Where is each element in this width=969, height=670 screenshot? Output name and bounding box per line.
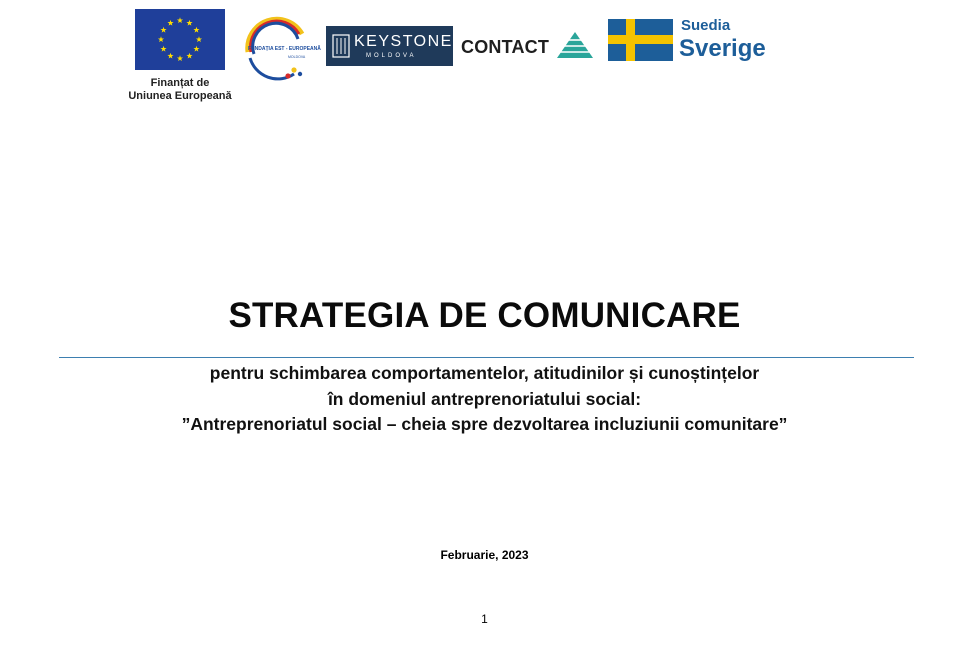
eu-star bbox=[158, 36, 164, 42]
contact-triangle-icon bbox=[553, 30, 597, 60]
eu-star bbox=[161, 46, 167, 52]
eu-star bbox=[196, 36, 202, 42]
eu-star bbox=[177, 55, 183, 61]
eu-caption-line1: Finanțat de bbox=[150, 77, 210, 89]
eu-star bbox=[167, 53, 173, 59]
document-date: Februarie, 2023 bbox=[440, 548, 529, 562]
eu-funding-caption bbox=[115, 77, 245, 103]
contact-logo-word: CONTACT bbox=[461, 37, 550, 57]
eu-star bbox=[177, 17, 183, 23]
keystone-word: KEYSTONE bbox=[354, 33, 453, 50]
eu-star bbox=[193, 27, 199, 33]
fundatia-est-europeana-logo bbox=[242, 12, 321, 82]
subtitle-line-2: în domeniul antreprenoriatului social: bbox=[327, 389, 642, 409]
eu-stars-icon bbox=[135, 9, 225, 70]
document-title: STRATEGIA DE COMUNICARE bbox=[228, 296, 741, 335]
sweden-flag-logo bbox=[608, 19, 673, 61]
keystone-sub: MOLDOVA bbox=[366, 53, 417, 59]
eu-flag-logo bbox=[135, 9, 225, 70]
eu-star bbox=[186, 20, 192, 26]
sverige-label: Sverige bbox=[679, 35, 766, 62]
page-number: 1 bbox=[481, 612, 488, 626]
fundatia-sub: MOLDOVA bbox=[288, 55, 306, 59]
subtitle-line-3: ”Antreprenoriatul social – cheia spre dezvoltarea incluziunii comunitare” bbox=[181, 414, 788, 434]
eu-star bbox=[186, 53, 192, 59]
eu-caption-line2: Uniunea Europeană bbox=[128, 90, 232, 102]
keystone-moldova-logo bbox=[326, 26, 453, 66]
subtitle-line-1: pentru schimbarea comportamentelor, atitudinilor și cunoștințelor bbox=[209, 363, 760, 383]
eu-star bbox=[161, 27, 167, 33]
suedia-label: Suedia bbox=[681, 17, 731, 34]
keystone-mark-icon bbox=[332, 34, 350, 58]
fundatia-text: FUNDAȚIA EST - EUROPEANĂ bbox=[248, 46, 321, 52]
title-divider bbox=[59, 357, 914, 358]
eu-star bbox=[193, 46, 199, 52]
eu-star bbox=[167, 20, 173, 26]
